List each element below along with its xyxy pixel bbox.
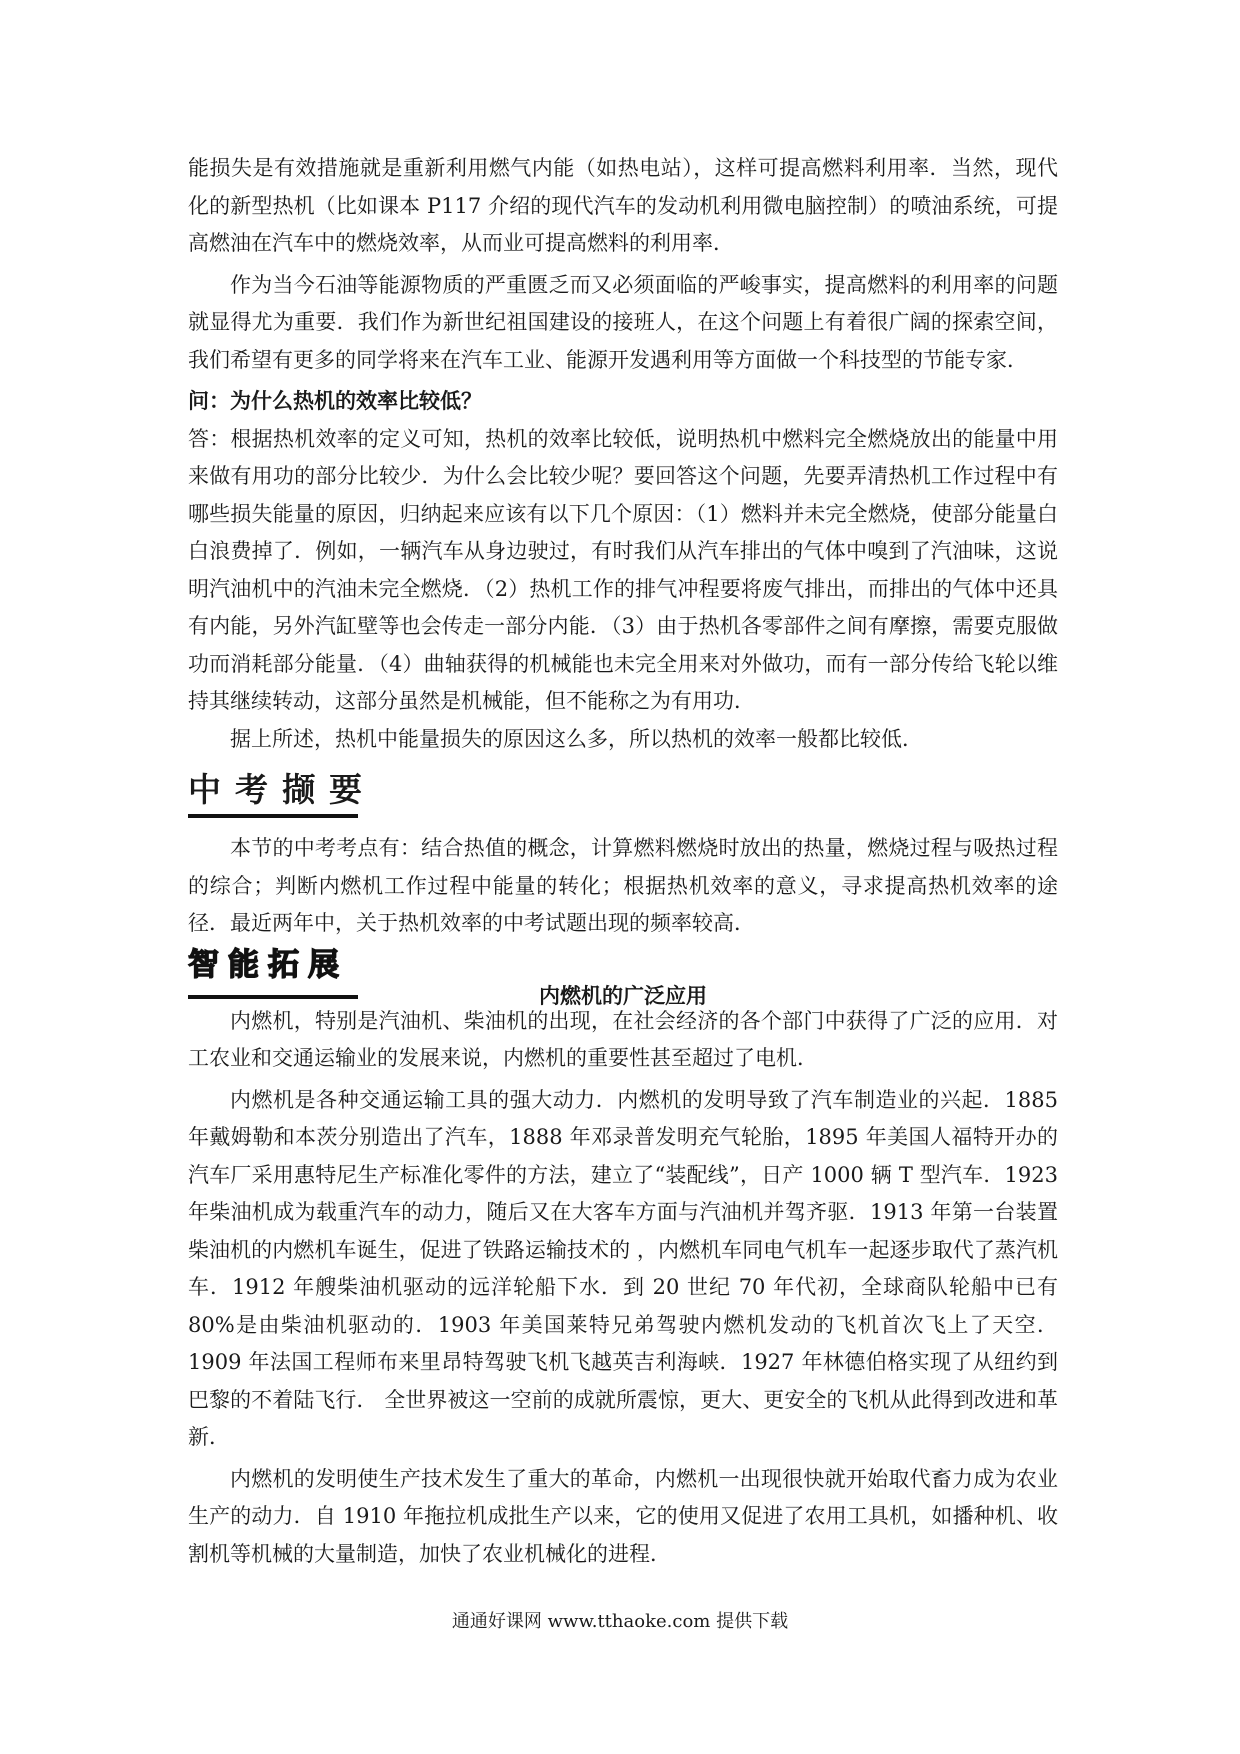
document-page	[188, 150, 1058, 1577]
extension-section-title: 智能拓展	[188, 946, 348, 983]
question-heading: 问：为什么热机的效率比较低？	[188, 389, 482, 413]
paragraph-continuation: 能损失是有效措施就是重新利用燃气内能（如热电站），这样可提高燃料利用率．当然，现代化的新型热机（比如课本 P117 介绍的现代汽车的发动机利用微电脑控制）的喷油系统，可提高燃油在汽车中的燃烧效率，从而业可提高燃料的利用率．	[188, 156, 1058, 255]
exam-section-header	[188, 768, 1058, 822]
extension-subtitle: 内燃机的广泛应用	[539, 983, 707, 1008]
page-footer: 通通好课网 www.tthaoke.com 提供下载	[451, 1611, 789, 1632]
extension-paragraph: 内燃机是各种交通运输工具的强大动力．内燃机的发明导致了汽车制造业的兴起．1885 年戴姆勒和本茨分别造出了汽车，1888 年邓录普发明充气轮胎，1895 年美国人福特开办的汽车厂采用惠特尼生产标准化零件的方法，建立了“装配线”，日产 1000 辆 T 型汽车．1923 年柴油机成为载重汽车的动力，随后又在大客车方面与汽油机并驾齐驱．1913 年第一台装置柴油机的内燃机车诞生，促进了铁路运输技术的 ，内燃机车同电气机车一起逐步取代了蒸汽机车．1912 年艘柴油机驱动的远洋轮船下水．到 20 世纪 70 年代初，全球商队轮船中已有 80%是由柴油机驱动的．1903 年美国莱特兄弟驾驶内燃机发动的飞机首次飞上了天空．1909 年法国工程师布来里昂特驾驶飞机飞越英吉利海峡．1927 年林德伯格实现了从纽约到巴黎的不着陆飞行． 全世界被这一空前的成就所震惊，更大、更安全的飞机从此得到改进和革新．	[188, 1087, 1058, 1449]
extension-paragraph: 内燃机的发明使生产技术发生了重大的革命，内燃机一出现很快就开始取代畜力成为农业生产的动力．自 1910 年拖拉机成批生产以来，它的使用又促进了农用工具机，如播种机、收割机等机械的大量制造，加快了农业机械化的进程．	[188, 1466, 1058, 1566]
section-underline	[188, 814, 358, 818]
extension-section-header	[188, 946, 1058, 1008]
exam-section-title: 中考撷要	[188, 770, 376, 809]
answer-paragraph: 答：根据热机效率的定义可知，热机的效率比较低，说明热机中燃料完全燃烧放出的能量中用来做有用功的部分比较少．为什么会比较少呢？要回答这个问题，先要弄清热机工作过程中有哪些损失能量的原因，归纳起来应该有以下几个原因：（1）燃料并未完全燃烧，使部分能量白白浪费掉了．例如，一辆汽车从身边驶过，有时我们从汽车排出的气体中嗅到了汽油味，这说明汽油机中的汽油未完全燃烧．（2）热机工作的排气冲程要将废气排出，而排出的气体中还具有内能，另外汽缸壁等也会传走一部分内能．（3）由于热机各零部件之间有摩擦，需要克服做功而消耗部分能量．（4）曲轴获得的机械能也未完全用来对外做功，而有一部分传给飞轮以维持其继续转动，这部分虽然是机械能，但不能称之为有用功．	[188, 426, 1058, 713]
exam-section-text: 本节的中考考点有：结合热值的概念，计算燃料燃烧时放出的热量，燃烧过程与吸热过程的综合；判断内燃机工作过程中能量的转化；根据热机效率的意义，寻求提高热机效率的途径．最近两年中，关于热机效率的中考试题出现的频率较高．	[188, 836, 1058, 935]
answer-conclusion: 据上所述，热机中能量损失的原因这么多，所以热机的效率一般都比较低．	[230, 726, 923, 751]
extension-paragraph: 内燃机，特别是汽油机、柴油机的出现，在社会经济的各个部门中获得了广泛的应用．对工农业和交通运输业的发展来说，内燃机的重要性甚至超过了电机．	[188, 1008, 1058, 1070]
paragraph-energy-efficiency: 作为当今石油等能源物质的严重匮乏而又必须面临的严峻事实，提高燃料的利用率的问题就显得尤为重要．我们作为新世纪祖国建设的接班人，在这个问题上有着很广阔的探索空间，我们希望有更多的同学将来在汽车工业、能源开发遇利用等方面做一个科技型的节能专家．	[188, 272, 1058, 372]
